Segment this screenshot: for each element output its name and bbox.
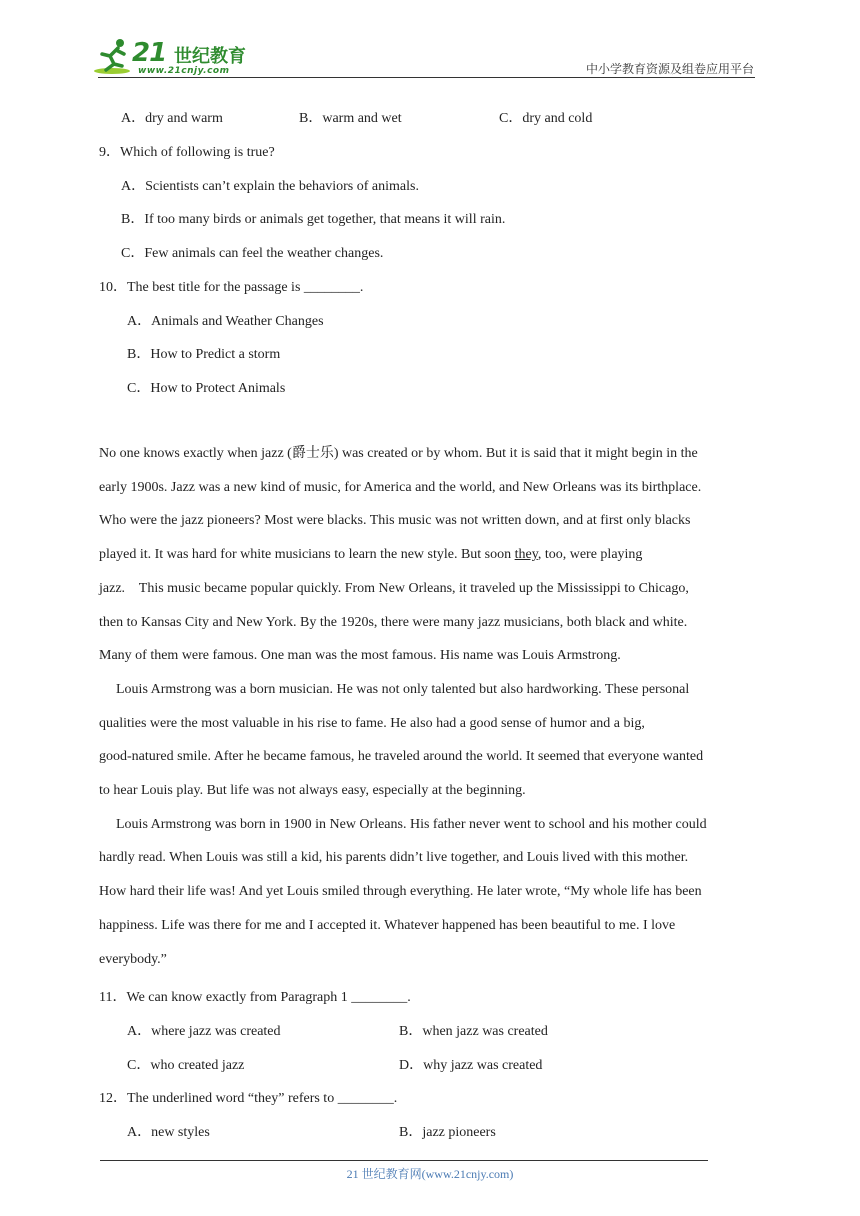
q11-option-b: B．when jazz was created [399,1024,548,1039]
q9-stem: 9．Which of following is true? [99,145,275,160]
q12-stem: 12．The underlined word “they” refers to ________. [99,1091,398,1106]
reading-passage [99,437,759,976]
underlined-word-they: they [514,547,538,563]
passage-line: then to Kansas City and New York. By the 1920s, there were many jazz musicians, both black and white. [99,614,688,630]
passage-line: Louis Armstrong was a born musician. He was not only talented but also hardworking. These personal [116,681,690,697]
q10-option-b: B．How to Predict a storm [127,347,281,362]
passage-text: , too, were playing [537,547,643,563]
q8-option-b: B．warm and wet [299,111,402,126]
runner-icon [92,36,132,76]
q9-option-a: A．Scientists can’t explain the behaviors of animals. [121,179,419,194]
q11-stem: 11．We can know exactly from Paragraph 1 ________. [99,990,411,1005]
q10-option-c: C．How to Protect Animals [127,381,286,396]
site-logo[interactable] [92,34,262,80]
q9-option-b: B．If too many birds or animals get together, that means it will rain. [121,212,506,227]
q10-stem: 10．The best title for the passage is ________. [99,280,364,295]
passage-line: Who were the jazz pioneers? Most were blacks. This music was not written down, and at first only blacks [99,513,691,529]
passage-line: jazz. This music became popular quickly. From New Orleans, it traveled up the Mississippi to Chicago, [99,580,689,596]
passage-line: everybody.” [99,951,167,967]
footer-divider [100,1160,708,1161]
passage-line: early 1900s. Jazz was a new kind of music, for America and the world, and New Orleans was its birthplace. [99,479,702,495]
passage-line [99,538,759,572]
passage-line: Louis Armstrong was born in 1900 in New Orleans. His father never went to school and his mother could [116,816,707,832]
passage-line: How hard their life was! And yet Louis smiled through everything. He later wrote, “My whole life has been [99,884,702,900]
header-platform-text: 中小学教育资源及组卷应用平台 [585,62,754,76]
passage-line: hardly read. When Louis was still a kid, his parents didn’t live together, and Louis lived with this mother. [99,850,689,866]
passage-line: qualities were the most valuable in his rise to fame. He also had a good sense of humor and a big, [99,715,645,731]
q8-option-c: C．dry and cold [499,111,593,126]
footer-link[interactable]: 21 世纪教育网(www.21cnjy.com) [346,1167,514,1181]
q10-option-a: A．Animals and Weather Changes [127,314,324,329]
passage-text: played it. It was hard for white musicians to learn the new style. But soon [99,547,515,563]
logo-text: 世纪教育 [174,46,246,67]
logo-url: www.21cnjy.com [138,66,230,76]
passage-line: happiness. Life was there for me and I accepted it. Whatever happened has been beautiful to me. I love [99,917,676,933]
passage-line: to hear Louis play. But life was not always easy, especially at the beginning. [99,783,526,799]
passage-line: good-natured smile. After he became famous, he traveled around the world. It seemed that everyone wanted [99,749,704,765]
q8-option-a: A．dry and warm [121,111,223,126]
q12-option-a: A．new styles [127,1125,210,1140]
q9-option-c: C．Few animals can feel the weather changes. [121,246,384,261]
header-divider [98,77,755,78]
logo-number: 21 [132,38,167,68]
passage-line: No one knows exactly when jazz (爵士乐) was created or by whom. But it is said that it might begin in the [99,446,698,461]
passage-line: Many of them were famous. One man was the most famous. His name was Louis Armstrong. [99,648,621,664]
q11-option-a: A．where jazz was created [127,1024,281,1039]
q11-option-d: D．why jazz was created [399,1058,543,1073]
q12-option-b: B．jazz pioneers [399,1125,496,1140]
q11-option-c: C．who created jazz [127,1058,245,1073]
